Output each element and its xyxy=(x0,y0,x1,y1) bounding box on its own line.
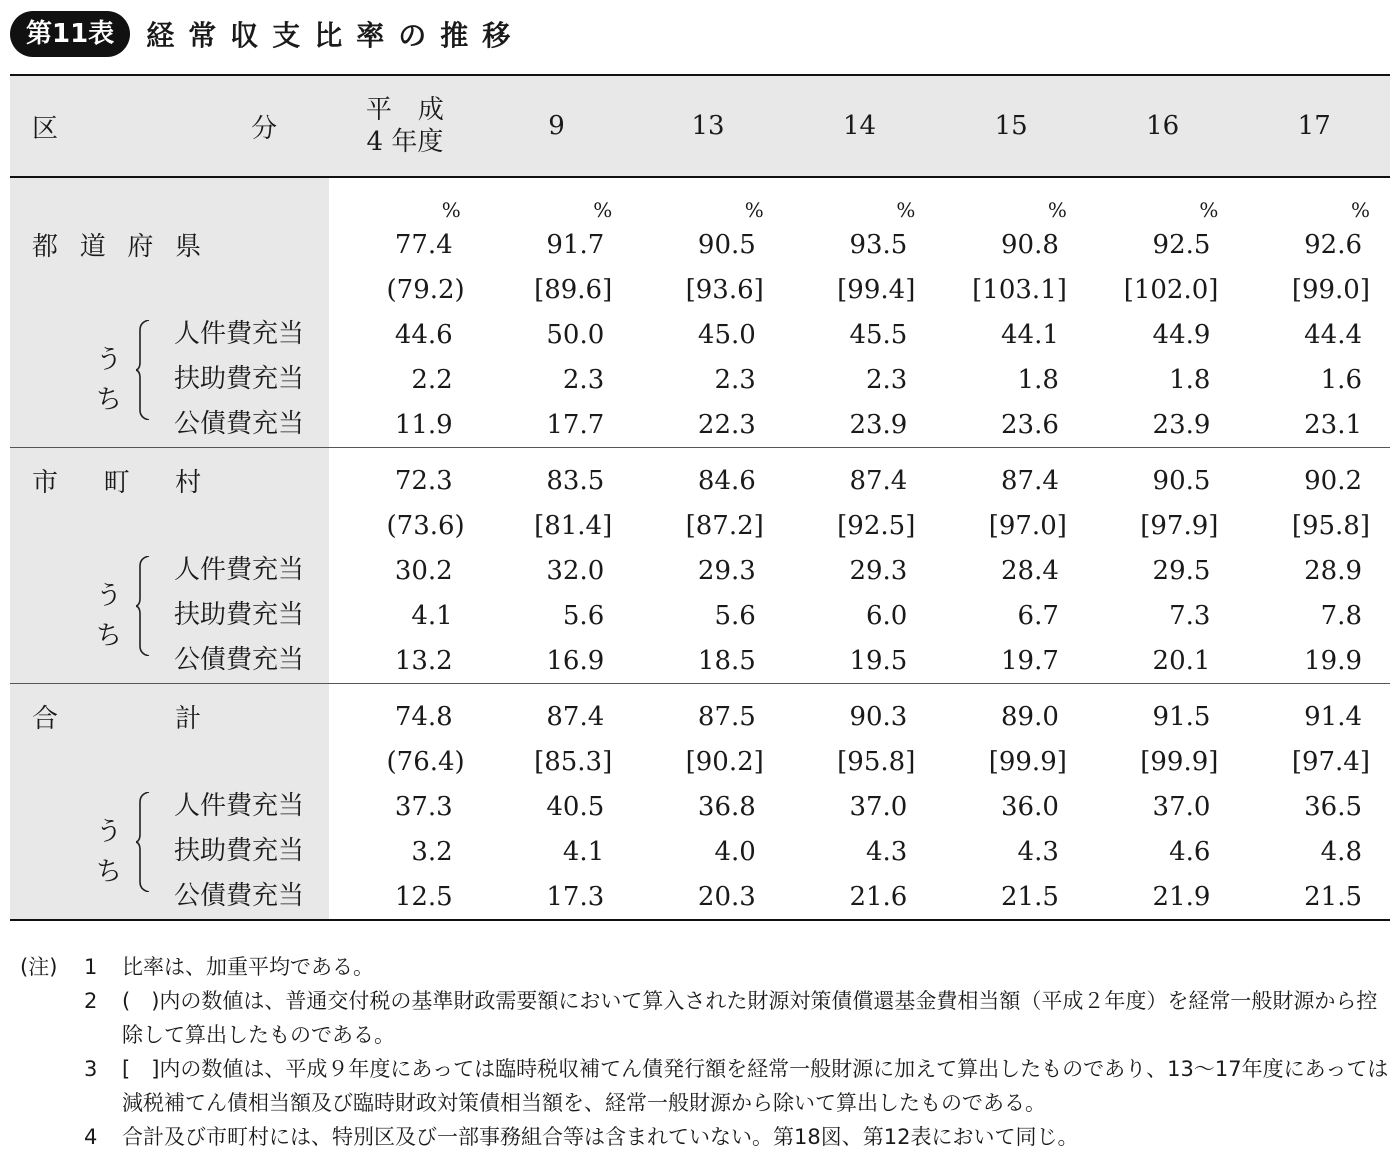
unit-cell: % xyxy=(896,198,916,222)
table-row xyxy=(10,694,1390,739)
header-era: 平 成 xyxy=(365,95,444,125)
value-cell: 90.5 xyxy=(697,229,756,260)
value-cell: [97.9] xyxy=(1140,510,1219,541)
value-cell: [99.9] xyxy=(988,746,1067,777)
value-cell: 4.3 xyxy=(865,836,908,867)
unit-cell: % xyxy=(744,198,764,222)
category-char: 県 xyxy=(175,232,202,262)
value-cell: 20.3 xyxy=(697,881,756,912)
value-cell: 84.6 xyxy=(697,465,756,496)
spacer-row xyxy=(10,448,1390,459)
value-cell: 90.3 xyxy=(849,701,908,732)
value-cell: [85.3] xyxy=(534,746,613,777)
value-cell: 20.1 xyxy=(1152,645,1211,676)
note-number: 1 xyxy=(84,955,98,979)
value-cell: 4.3 xyxy=(1017,836,1059,867)
uchi-group xyxy=(94,784,174,919)
value-cell: 6.0 xyxy=(865,600,908,631)
note-text: 比率は、加重平均である。 xyxy=(122,955,374,979)
note-number: 2 xyxy=(84,989,98,1013)
value-cell: [93.6] xyxy=(685,274,764,305)
value-cell: 19.7 xyxy=(1001,645,1059,676)
value-cell: 5.6 xyxy=(714,600,756,631)
spacer-cell xyxy=(632,448,784,459)
header-year: 16 xyxy=(1087,75,1239,177)
value-cell: 4.6 xyxy=(1169,836,1211,867)
value-cell: [95.8] xyxy=(837,746,916,777)
value-cell: 11.9 xyxy=(394,409,453,440)
spacer-cell xyxy=(481,684,633,695)
value-cell: 4.1 xyxy=(562,836,605,867)
note-number: 4 xyxy=(84,1125,98,1149)
value-cell: 44.1 xyxy=(1001,319,1059,350)
label-cell xyxy=(10,739,329,784)
sub-label-line: 人件費充当 xyxy=(174,555,305,585)
value-cell: 23.9 xyxy=(1152,409,1211,440)
value-cell: 19.9 xyxy=(1304,645,1362,676)
value-cell: 36.8 xyxy=(697,791,756,822)
unit-row xyxy=(10,177,1390,222)
unit-cell: % xyxy=(1199,198,1219,222)
uchi-label: う ち xyxy=(95,580,122,651)
category-char: 市 xyxy=(32,468,59,498)
table-row-adjusted xyxy=(10,267,1390,312)
category-char: 村 xyxy=(175,468,202,498)
value-cell: 4.8 xyxy=(1320,836,1362,867)
value-cell: (76.4) xyxy=(386,746,465,777)
note-item xyxy=(20,1120,1390,1154)
sub-label-line: 人件費充当 xyxy=(174,791,305,821)
value-cell: 36.0 xyxy=(1001,791,1059,822)
value-cell: 91.4 xyxy=(1304,701,1362,732)
header-first-year: 4 年度 xyxy=(366,127,444,157)
sub-label xyxy=(10,784,329,920)
value-cell: [92.5] xyxy=(837,510,916,541)
note-item xyxy=(20,950,1390,984)
value-cell: 29.3 xyxy=(697,555,756,586)
sub-label xyxy=(10,312,329,448)
value-cell: 36.5 xyxy=(1304,791,1362,822)
value-cell: 87.4 xyxy=(546,701,605,732)
value-cell: 72.3 xyxy=(394,465,453,496)
value-cell: 40.5 xyxy=(546,791,605,822)
value-cell: 1.8 xyxy=(1169,364,1211,395)
category-name xyxy=(10,462,329,499)
value-cell: (73.6) xyxy=(386,510,465,541)
value-cell: [99.0] xyxy=(1291,274,1370,305)
spacer-row xyxy=(10,684,1390,695)
value-cell: 93.5 xyxy=(849,229,908,260)
ratio-table xyxy=(10,74,1390,921)
value-cell: 22.3 xyxy=(697,409,756,440)
category-label xyxy=(10,694,329,739)
value-cell: 21.9 xyxy=(1152,881,1211,912)
category-name xyxy=(10,698,329,735)
value-cell: 23.1 xyxy=(1304,409,1362,440)
value-cell: 4.1 xyxy=(411,600,453,631)
value-cell: 45.5 xyxy=(849,319,908,350)
note-text: 合計及び市町村には、特別区及び一部事務組合等は含まれていない。第18図、第12表において同じ。 xyxy=(122,1125,1079,1149)
header-row xyxy=(10,75,1390,177)
value-cell: 37.3 xyxy=(394,791,453,822)
value-cell: 2.3 xyxy=(714,364,756,395)
spacer-cell xyxy=(935,684,1087,695)
uchi-group xyxy=(94,548,174,683)
value-cell: 3.2 xyxy=(411,836,453,867)
value-cell: 87.4 xyxy=(1001,465,1059,496)
sub-label-line: 公債費充当 xyxy=(174,409,305,439)
value-cell: 1.6 xyxy=(1320,364,1362,395)
value-cell: [95.8] xyxy=(1291,510,1370,541)
header-year: 15 xyxy=(935,75,1087,177)
value-cell: 7.3 xyxy=(1169,600,1211,631)
value-cell: (79.2) xyxy=(386,274,465,305)
value-cell: 17.3 xyxy=(546,881,605,912)
value-cell: 45.0 xyxy=(697,319,756,350)
header-label-left: 区 xyxy=(32,113,59,144)
value-cell: 2.2 xyxy=(411,364,453,395)
value-cell: [103.1] xyxy=(972,274,1067,305)
value-cell: [81.4] xyxy=(534,510,613,541)
sub-label-line: 公債費充当 xyxy=(174,645,305,675)
value-cell: 30.2 xyxy=(394,555,453,586)
unit-cell: % xyxy=(1047,198,1067,222)
value-cell: 21.5 xyxy=(1001,881,1059,912)
spacer-cell xyxy=(1238,684,1390,695)
value-cell: 16.9 xyxy=(546,645,605,676)
table-row-sub xyxy=(10,784,1390,829)
spacer-cell xyxy=(1087,448,1239,459)
unit-cell: % xyxy=(1350,198,1370,222)
value-cell: 29.3 xyxy=(849,555,908,586)
brace-icon xyxy=(136,556,150,656)
spacer-cell xyxy=(481,448,633,459)
category-char: 合 xyxy=(32,704,59,734)
value-cell: 90.2 xyxy=(1304,465,1362,496)
value-cell: [97.0] xyxy=(988,510,1067,541)
value-cell: 5.6 xyxy=(562,600,605,631)
value-cell: 17.7 xyxy=(546,409,605,440)
category-char: 府 xyxy=(127,232,154,262)
value-cell: 87.4 xyxy=(849,465,908,496)
value-cell: 50.0 xyxy=(546,319,605,350)
value-cell: 91.7 xyxy=(546,229,605,260)
value-cell: 21.6 xyxy=(849,881,908,912)
header-year: 14 xyxy=(784,75,936,177)
notes-head: (注) xyxy=(20,955,58,979)
label-cell xyxy=(10,177,329,222)
value-cell: 18.5 xyxy=(697,645,756,676)
sub-label-line: 扶助費充当 xyxy=(174,364,305,394)
value-cell: 77.4 xyxy=(394,229,453,260)
note-item xyxy=(20,984,1390,1052)
value-cell: 37.0 xyxy=(1152,791,1211,822)
section-group xyxy=(10,684,1390,921)
table-title xyxy=(10,10,524,58)
value-cell: 6.7 xyxy=(1017,600,1059,631)
header-year-first xyxy=(329,75,481,177)
value-cell: 74.8 xyxy=(394,701,453,732)
sub-label-line: 人件費充当 xyxy=(174,319,305,349)
spacer-cell xyxy=(1238,448,1390,459)
value-cell: 32.0 xyxy=(546,555,605,586)
category-char: 道 xyxy=(79,232,106,262)
category-char: 計 xyxy=(175,704,202,734)
value-cell: [87.2] xyxy=(685,510,764,541)
uchi-group xyxy=(94,312,174,447)
value-cell: [99.4] xyxy=(837,274,916,305)
uchi-label: う ち xyxy=(95,816,122,887)
value-cell: 23.6 xyxy=(1001,409,1059,440)
category-label xyxy=(10,458,329,503)
spacer-cell xyxy=(632,684,784,695)
value-cell: 4.0 xyxy=(714,836,756,867)
value-cell: 44.6 xyxy=(394,319,453,350)
value-cell: 44.9 xyxy=(1152,319,1211,350)
value-cell: 44.4 xyxy=(1304,319,1362,350)
table-row-adjusted xyxy=(10,503,1390,548)
table-title-text: 経常収支比率の推移 xyxy=(146,19,525,52)
value-cell: 2.3 xyxy=(865,364,908,395)
value-cell: 23.9 xyxy=(849,409,908,440)
category-label xyxy=(10,222,329,267)
section-group xyxy=(10,448,1390,684)
header-year: 9 xyxy=(481,75,633,177)
value-cell: [90.2] xyxy=(685,746,764,777)
value-cell: [99.9] xyxy=(1140,746,1219,777)
unit-cell: % xyxy=(593,198,613,222)
value-cell: [97.4] xyxy=(1291,746,1370,777)
note-number: 3 xyxy=(84,1057,98,1081)
brace-icon xyxy=(136,320,150,420)
brace-icon xyxy=(136,792,150,892)
spacer-cell xyxy=(329,448,481,459)
spacer-cell xyxy=(329,684,481,695)
sub-label-line: 扶助費充当 xyxy=(174,836,305,866)
label-cell xyxy=(10,503,329,548)
header-year: 17 xyxy=(1238,75,1390,177)
value-cell: 21.5 xyxy=(1304,881,1362,912)
category-name xyxy=(10,226,329,263)
category-char: 都 xyxy=(32,232,59,262)
notes xyxy=(20,950,1390,1154)
unit-cell: % xyxy=(441,198,461,222)
category-char: 町 xyxy=(103,468,130,498)
sub-label-line: 扶助費充当 xyxy=(174,600,305,630)
value-cell: 2.3 xyxy=(562,364,605,395)
value-cell: 13.2 xyxy=(394,645,453,676)
note-text: ( )内の数値は、普通交付税の基準財政需要額において算入された財源対策債償還基金費相当額（平成２年度）を経常一般財源から控除して算出したものである。 xyxy=(122,989,1378,1047)
value-cell: 87.5 xyxy=(697,701,756,732)
table-row xyxy=(10,222,1390,267)
label-cell xyxy=(10,448,329,459)
value-cell: 83.5 xyxy=(546,465,605,496)
value-cell: 19.5 xyxy=(849,645,908,676)
spacer-cell xyxy=(1087,684,1239,695)
value-cell: 12.5 xyxy=(394,881,453,912)
note-item xyxy=(20,1052,1390,1120)
spacer-cell xyxy=(935,448,1087,459)
value-cell: 28.4 xyxy=(1001,555,1059,586)
table-row-sub xyxy=(10,312,1390,357)
note-text: [ ]内の数値は、平成９年度にあっては臨時税収補てん債発行額を経常一般財源に加えて算出したものであり、13～17年度にあっては減税補てん債相当額及び臨時財政対策債相当額を、経常一般財源から除いて算出したものである。 xyxy=(122,1057,1389,1115)
table-number-badge: 第11表 xyxy=(10,11,130,57)
spacer-cell xyxy=(784,448,936,459)
value-cell: 92.5 xyxy=(1152,229,1211,260)
value-cell: 91.5 xyxy=(1152,701,1211,732)
uchi-label: う ち xyxy=(95,344,122,415)
table-row-sub xyxy=(10,548,1390,593)
value-cell: 28.9 xyxy=(1304,555,1362,586)
label-cell xyxy=(10,684,329,695)
label-cell xyxy=(10,267,329,312)
value-cell: 37.0 xyxy=(849,791,908,822)
value-cell: 92.6 xyxy=(1304,229,1362,260)
header-category xyxy=(10,75,329,177)
header-year: 13 xyxy=(632,75,784,177)
value-cell: 29.5 xyxy=(1152,555,1211,586)
section-group xyxy=(10,177,1390,448)
value-cell: [89.6] xyxy=(534,274,613,305)
sub-label xyxy=(10,548,329,684)
table-row-adjusted xyxy=(10,739,1390,784)
table-row xyxy=(10,458,1390,503)
value-cell: 90.5 xyxy=(1152,465,1211,496)
value-cell: 7.8 xyxy=(1320,600,1362,631)
value-cell: 89.0 xyxy=(1001,701,1059,732)
value-cell: [102.0] xyxy=(1123,274,1219,305)
value-cell: 90.8 xyxy=(1001,229,1059,260)
header-label-right: 分 xyxy=(251,113,278,144)
sub-label-line: 公債費充当 xyxy=(174,881,305,911)
spacer-cell xyxy=(784,684,936,695)
value-cell: 1.8 xyxy=(1017,364,1059,395)
